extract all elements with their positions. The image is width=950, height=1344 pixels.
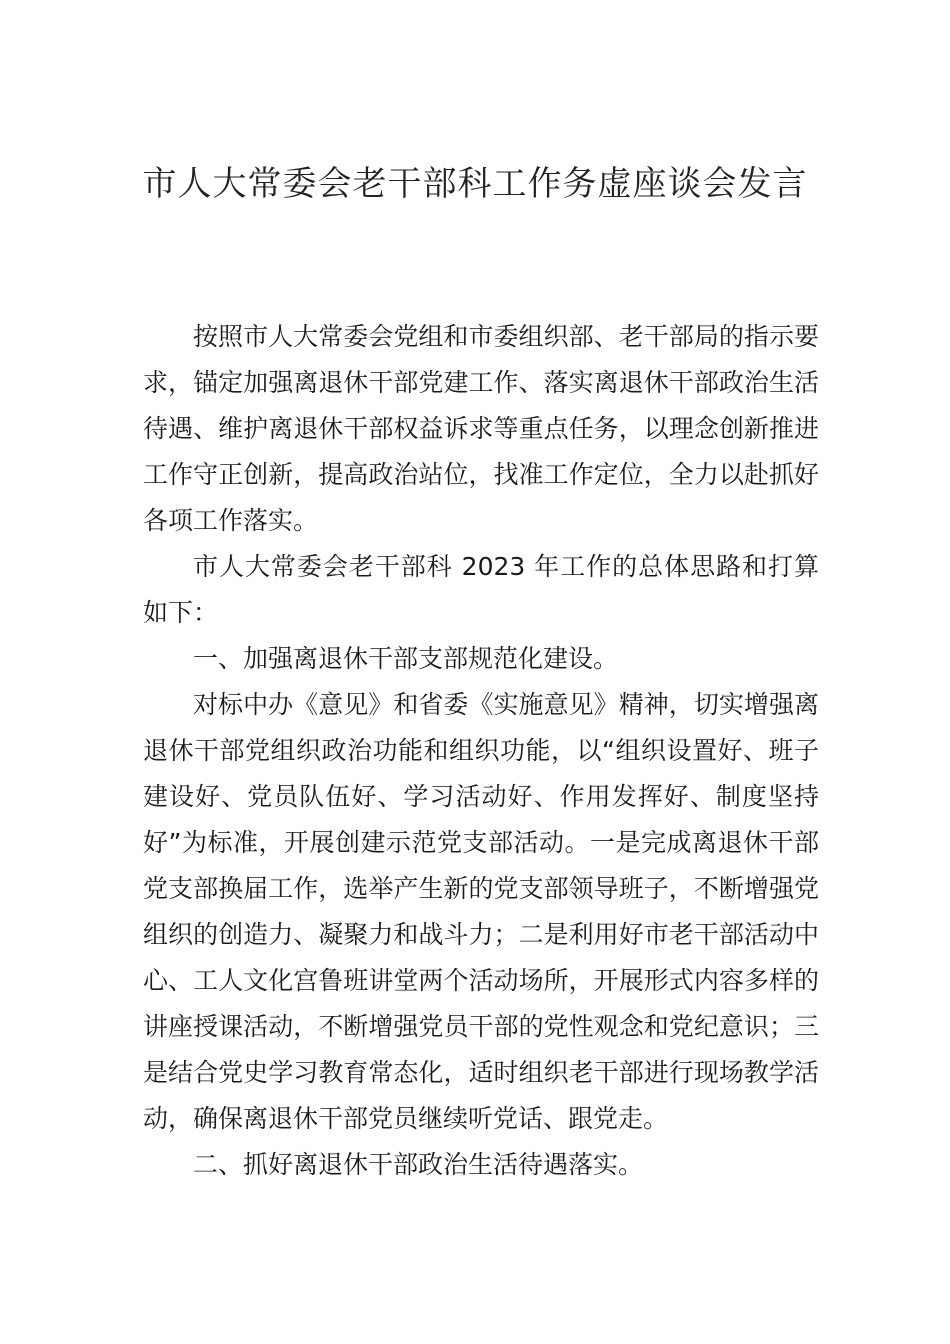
paragraph-overview: 市人大常委会老干部科 2023 年工作的总体思路和打算如下： <box>143 552 819 627</box>
paragraph-intro: 按照市人大常委会党组和市委组织部、老干部局的指示要求，锚定加强离退休干部党建工作、落实离退休干部政治生活待遇、维护离退休干部权益诉求等重点任务，以理念创新推进工作守正创新，提高政治站位，找准工作定位，全力以赴抓好各项工作落实。 <box>143 322 819 535</box>
section-heading-1: 一、加强离退休干部支部规范化建设。 <box>193 644 619 673</box>
document-body <box>143 314 819 1188</box>
document-title: 市人大常委会老干部科工作务虚座谈会发言 <box>142 164 808 204</box>
section-heading-2: 二、抓好离退休干部政治生活待遇落实。 <box>193 1150 644 1179</box>
paragraph-section-1: 对标中办《意见》和省委《实施意见》精神，切实增强离退休干部党组织政治功能和组织功能，以“组织设置好、班子建设好、党员队伍好、学习活动好、作用发挥好、制度坚持好”为标准，开展创建示范党支部活动。一是完成离退休干部党支部换届工作，选举产生新的党支部领导班子，不断增强党组织的创造力、凝聚力和战斗力；二是利用好市老干部活动中心、工人文化宫鲁班讲堂两个活动场所，开展形式内容多样的讲座授课活动，不断增强党员干部的党性观念和党纪意识；三是结合党史学习教育常态化，适时组织老干部进行现场教学活动，确保离退休干部党员继续听党话、跟党走。 <box>143 690 819 1133</box>
